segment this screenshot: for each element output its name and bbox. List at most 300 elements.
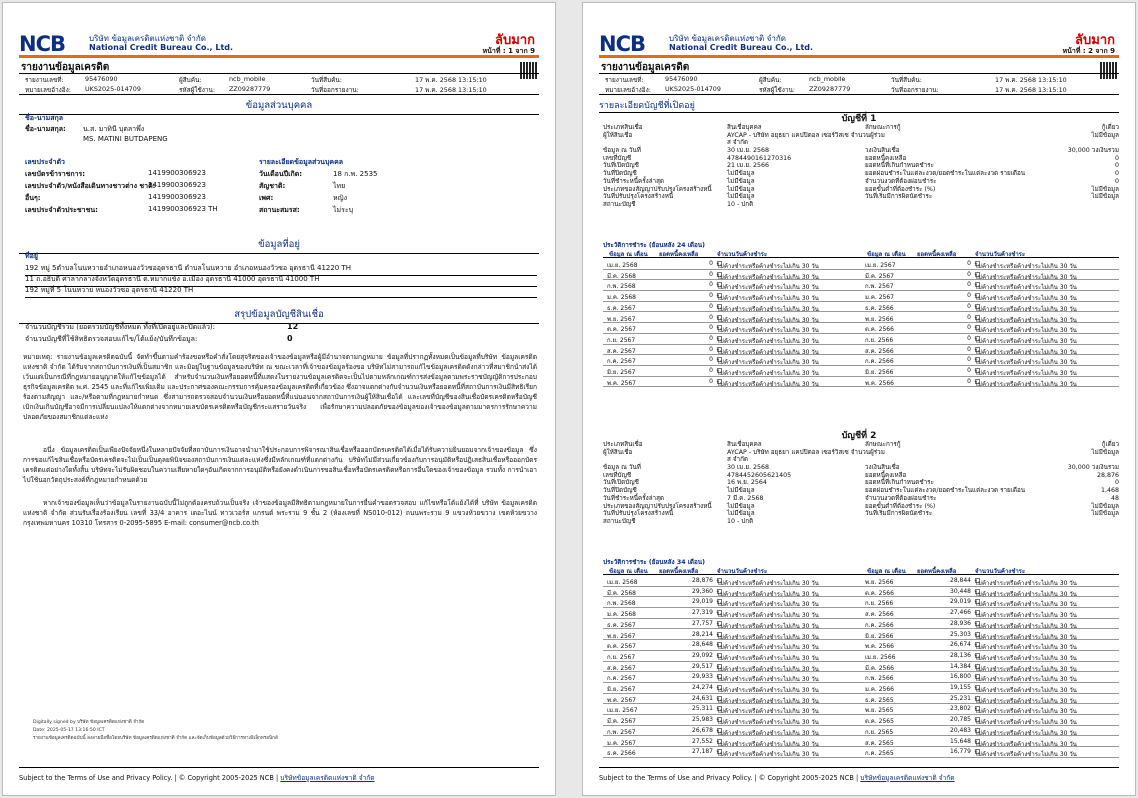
status-text: ไม่ค้างชำระหรือค้างชำระไม่เกิน 30 วัน <box>717 740 819 748</box>
field-label: วันที่เปิดบัญชี <box>603 479 639 487</box>
field-label: วงเงินสินเชื่อ <box>865 464 900 472</box>
history-month: ม.ค. 2568 <box>607 611 636 619</box>
field-value: 0 <box>1114 479 1119 487</box>
status-text: ไม่ค้างชำระหรือค้างชำระไม่เกิน 30 วัน <box>717 601 819 609</box>
detail-row <box>603 456 863 464</box>
company-name-th: บริษัท ข้อมูลเครดิตแห่งชาติ จำกัด <box>669 34 786 43</box>
meta-value: 17 พ.ค. 2568 13:15:10 <box>995 86 1067 94</box>
status-text: ไม่ค้างชำระหรือค้างชำระไม่เกิน 30 วัน <box>975 612 1077 620</box>
status-text: ไม่ค้างชำระหรือค้างชำระไม่เกิน 30 วัน <box>717 273 819 281</box>
meta-value: UKS2025-014709 <box>665 85 721 93</box>
history-balance: 26,674 <box>950 641 971 649</box>
field-value: สินเชื่อบุคคล <box>727 124 762 131</box>
status-text: ไม่ค้างชำระหรือค้างชำระไม่เกิน 30 วัน <box>975 295 1077 303</box>
field-value: 30 เม.ย. 2568 <box>727 464 770 472</box>
detail-row <box>603 170 863 178</box>
status-text: ไม่ค้างชำระหรือค้างชำระไม่เกิน 30 วัน <box>975 729 1077 737</box>
detail-row <box>603 487 863 495</box>
summary-value: 12 <box>287 322 299 331</box>
meta-value: ncb_mobile <box>229 75 266 83</box>
status-text: ไม่ค้างชำระหรือค้างชำระไม่เกิน 30 วัน <box>975 590 1077 598</box>
history-balance: 29,019 <box>692 598 713 606</box>
history-row <box>861 377 1119 388</box>
history-month: พ.ค. 2566 <box>865 379 894 387</box>
meta-label: หมายเลขอ้างอิง: <box>605 86 651 94</box>
history-month: ก.พ. 2567 <box>607 728 636 736</box>
history-row <box>861 313 1119 324</box>
status-text: ไม่ค้างชำระหรือค้างชำระไม่เกิน 30 วัน <box>975 316 1077 324</box>
name-th: น.ส. มาทินี บุตลาพึ่ง <box>83 125 145 133</box>
field-label: วันที่เริ่มมีการผิดนัดชำระ <box>865 193 933 201</box>
field-value: 16 พ.ย. 2564 <box>727 479 767 487</box>
field-label: สถานะบัญชี <box>603 200 636 208</box>
col-month: ข้อมูล ณ เดือน <box>867 251 906 258</box>
meta-label: รหัสผู้ใช้งาน: <box>179 86 215 94</box>
detail-row <box>603 155 863 163</box>
history-month: ก.พ. 2566 <box>865 675 894 683</box>
history-month: เม.ย. 2566 <box>865 653 896 661</box>
history-balance: 0 <box>709 313 713 321</box>
history-balance: 0 <box>709 281 713 289</box>
history-row <box>603 619 861 630</box>
meta-label: รหัสผู้ใช้งาน: <box>759 86 795 94</box>
report-meta <box>599 73 1119 95</box>
status-text: ไม่ค้างชำระหรือค้างชำระไม่เกิน 30 วัน <box>975 633 1077 641</box>
detail-row <box>603 124 863 132</box>
history-row <box>603 630 861 641</box>
field-label: ยอดหนี้คงเหลือ <box>865 471 907 479</box>
field-label: วันที่เปิดบัญชี <box>603 162 639 170</box>
status-text: ไม่ค้างชำระหรือค้างชำระไม่เกิน 30 วัน <box>975 676 1077 684</box>
account-details-right <box>865 441 1119 526</box>
field-label: ยอดผ่อนชำระในแต่ละงวด/ยอดชำระในแต่ละงวด รายเดือน <box>865 170 1026 178</box>
status-text: ไม่ค้างชำระหรือค้างชำระไม่เกิน 30 วัน <box>717 590 819 598</box>
history-balance: 0 <box>967 377 971 385</box>
history-month: พ.ย. 2567 <box>607 315 636 323</box>
history-balance: 0 <box>967 313 971 321</box>
history-month: มี.ค. 2568 <box>607 272 636 280</box>
payment-history-table <box>603 566 861 760</box>
history-month: ม.ค. 2568 <box>607 294 636 302</box>
history-header <box>861 566 1119 575</box>
status-text: ไม่ค้างชำระหรือค้างชำระไม่เกิน 30 วัน <box>975 273 1077 281</box>
detail-row <box>865 479 1119 487</box>
status-text: ไม่ค้างชำระหรือค้างชำระไม่เกิน 30 วัน <box>975 697 1077 705</box>
field-label: สัญชาติ: <box>259 182 286 190</box>
history-month: ต.ค. 2567 <box>607 326 636 334</box>
col-days-overdue: จำนวนวันค้างชำระ <box>717 251 768 258</box>
col-month: ข้อมูล ณ เดือน <box>609 251 648 258</box>
company-name-th: บริษัท ข้อมูลเครดิตแห่งชาติ จำกัด <box>89 34 206 43</box>
account-details-right <box>865 124 1119 209</box>
history-balance: 0 <box>709 367 713 374</box>
history-balance: 0 <box>967 270 971 278</box>
detail-row <box>603 495 863 503</box>
history-month: ก.ค. 2566 <box>865 358 894 366</box>
history-row <box>861 619 1119 630</box>
summary-label: จำนวนบัญชีที่ใช้สิทธิตรวจสอบแก้ไข/โต้แย้ง/บันทึกข้อมูล: <box>25 335 198 343</box>
field-label: ประเภทสินเชื่อ <box>603 441 643 448</box>
status-text: ไม่ค้างชำระหรือค้างชำระไม่เกิน 30 วัน <box>717 633 819 641</box>
history-balance: 14,384 <box>950 662 971 670</box>
history-balance: 25,303 <box>950 630 971 638</box>
report-title: รายงานข้อมูลเครดิต <box>601 62 690 73</box>
field-value: 10 - ปกติ <box>727 200 754 208</box>
footer-link[interactable]: บริษัทข้อมูลเครดิตแห่งชาติ จำกัด <box>860 774 955 782</box>
history-balance: 26,678 <box>692 726 713 734</box>
field-label: ยอดขั้นต่ำที่ต้องชำระ (%) <box>865 502 936 510</box>
history-row <box>603 355 861 366</box>
field-label: ยอดผ่อนชำระในแต่ละงวด/ยอดชำระในแต่ละงวด รายเดือน <box>865 487 1026 495</box>
meta-label: รายงานเลขที่: <box>605 76 644 84</box>
history-row <box>603 576 861 587</box>
report-title: รายงานข้อมูลเครดิต <box>21 62 110 73</box>
detail-row <box>603 131 885 140</box>
status-text: ไม่ค้างชำระหรือค้างชำระไม่เกิน 30 วัน <box>717 612 819 620</box>
history-balance: 0 <box>709 292 713 300</box>
field-value: ไม่มีข้อมูล <box>1091 448 1119 456</box>
field-label: ยอดขั้นต่ำที่ต้องชำระ (%) <box>865 185 936 193</box>
personal-detail-heading: รายละเอียดข้อมูลส่วนบุคคล <box>259 158 344 166</box>
field-label: ลักษณะการกู้ <box>865 441 901 448</box>
status-text: ไม่ค้างชำระหรือค้างชำระไม่เกิน 30 วัน <box>975 348 1077 356</box>
history-month: พ.ค. 2567 <box>607 379 636 387</box>
history-balance: 0 <box>709 334 713 342</box>
history-balance: 20,785 <box>950 716 971 724</box>
detail-row <box>603 441 863 449</box>
status-text: ไม่ค้างชำระหรือค้างชำระไม่เกิน 30 วัน <box>717 729 819 737</box>
field-value: 4784452605621405 <box>727 471 792 479</box>
section-summary: สรุปข้อมูลบัญชีสินเชื่อ <box>19 307 539 324</box>
history-balance: 29,517 <box>692 662 713 670</box>
field-value: ส จำกัด <box>727 456 748 464</box>
history-row <box>603 672 861 683</box>
history-row <box>603 334 861 345</box>
history-month: พ.ค. 2567 <box>607 696 636 704</box>
history-balance: 27,187 <box>692 748 713 756</box>
status-text: ไม่ค้างชำระหรือค้างชำระไม่เกิน 30 วัน <box>717 359 819 367</box>
history-title: ประวัติการชำระ (ย้อนหลัง 34 เดือน) <box>603 559 705 566</box>
history-balance: 25,983 <box>692 716 713 724</box>
history-row <box>861 715 1119 726</box>
detail-row <box>865 139 1119 147</box>
field-label: เลขประจำตัว/หนังสือเดินทางชาวต่าง ชาติ: <box>25 182 156 190</box>
history-month: มิ.ย. 2567 <box>607 686 636 693</box>
history-row <box>861 726 1119 737</box>
detail-row <box>865 162 1119 170</box>
detail-row <box>603 518 863 526</box>
history-row <box>603 597 861 608</box>
history-month: มี.ค. 2566 <box>865 664 894 672</box>
account-title: บัญชีที่ 1 <box>841 114 877 124</box>
company-name-en: National Credit Bureau Co., Ltd. <box>669 43 814 52</box>
field-label: วันที่ชำระหนี้ครั้งล่าสุด <box>603 494 665 502</box>
field-label: เลขบัตรข้าราชการ: <box>25 170 86 178</box>
status-text: ไม่ค้างชำระหรือค้างชำระไม่เกิน 30 วัน <box>975 654 1077 662</box>
field-label: อื่นๆ: <box>25 194 41 202</box>
field-label: เพศ: <box>259 194 274 202</box>
field-value: 28,876 <box>1096 471 1119 479</box>
meta-value: ncb_mobile <box>809 75 846 83</box>
field-value: ไม่มีข้อมูล <box>727 487 755 495</box>
history-balance: 0 <box>967 260 971 267</box>
status-text: ไม่ค้างชำระหรือค้างชำระไม่เกิน 30 วัน <box>717 295 819 303</box>
detail-row <box>865 178 1119 186</box>
status-text: ไม่ค้างชำระหรือค้างชำระไม่เกิน 30 วัน <box>975 305 1077 313</box>
history-month: ก.ค. 2567 <box>607 358 636 366</box>
history-balance: 15,648 <box>950 737 971 745</box>
history-balance: 0 <box>967 292 971 300</box>
field-label: สถานะบัญชี <box>603 517 636 525</box>
field-value: 4784490161270316 <box>727 154 792 162</box>
field-value: 0 <box>1114 154 1119 162</box>
history-row <box>861 597 1119 608</box>
history-balance: 25,231 <box>950 694 971 702</box>
history-balance: 16,779 <box>950 748 971 756</box>
field-label: เลขที่บัญชี <box>603 471 632 479</box>
status-text: ไม่ค้างชำระหรือค้างชำระไม่เกิน 30 วัน <box>717 327 819 335</box>
header-rule <box>599 55 1119 58</box>
footer-link[interactable]: บริษัทข้อมูลเครดิตแห่งชาติ จำกัด <box>280 774 375 782</box>
history-month: มี.ค. 2568 <box>607 589 636 597</box>
report-page-2 <box>582 2 1136 796</box>
field-value: AYCAP - บริษัท อยุธยา แคปปิตอล เซอร์วิสเซ จำนวนผู้ร่วม <box>727 448 885 456</box>
history-month: เม.ย. 2567 <box>865 262 896 269</box>
history-month: ก.ค. 2566 <box>865 621 894 629</box>
field-value: 1419900306923 <box>148 181 206 189</box>
col-month: ข้อมูล ณ เดือน <box>867 568 906 575</box>
confidential-label: ลับมาก <box>495 33 535 48</box>
status-text: ไม่ค้างชำระหรือค้างชำระไม่เกิน 30 วัน <box>975 665 1077 673</box>
page-footer <box>599 767 1119 783</box>
history-month: ม.ค. 2566 <box>865 686 894 693</box>
header-rule <box>19 55 539 58</box>
history-row <box>861 302 1119 313</box>
history-month: ส.ค. 2565 <box>865 739 894 747</box>
status-text: ไม่ค้างชำระหรือค้างชำระไม่เกิน 30 วัน <box>717 348 819 356</box>
open-accounts-heading: รายละเอียดบัญชีที่เปิดอยู่ <box>599 98 1119 113</box>
history-balance: 23,802 <box>950 705 971 713</box>
detail-row <box>865 518 1119 526</box>
status-text: ไม่ค้างชำระหรือค้างชำระไม่เกิน 30 วัน <box>717 697 819 705</box>
history-month: ส.ค. 2566 <box>865 611 894 619</box>
history-row <box>861 345 1119 356</box>
history-row <box>861 672 1119 683</box>
field-value: ไม่ระบุ <box>333 206 354 214</box>
meta-label: รายงานเลขที่: <box>25 76 64 84</box>
history-balance: 0 <box>709 260 713 267</box>
detail-row <box>865 132 1119 140</box>
history-month: ก.ย. 2566 <box>865 600 894 608</box>
history-month: เม.ย. 2567 <box>607 707 638 715</box>
field-label: เลขประจำตัวประชาชน: <box>25 206 98 214</box>
page-number: หน้าที่ : 2 จาก 9 <box>1062 47 1115 55</box>
history-row <box>861 334 1119 345</box>
history-month: ต.ค. 2567 <box>607 643 636 651</box>
detail-row <box>603 147 863 155</box>
field-value: ไม่มีข้อมูล <box>727 502 755 510</box>
page-footer <box>19 767 539 783</box>
history-row <box>861 608 1119 619</box>
detail-row <box>603 448 885 457</box>
history-balance: 0 <box>709 345 713 353</box>
meta-value: 95476090 <box>85 75 118 83</box>
history-row <box>861 747 1119 758</box>
field-label: ประเภทสินเชื่อ <box>603 124 643 131</box>
history-month: ม.ค. 2567 <box>607 739 636 747</box>
history-balance: 0 <box>967 281 971 289</box>
history-month: เม.ย. 2568 <box>607 262 638 269</box>
detail-row <box>865 147 1119 155</box>
history-balance: 27,757 <box>692 619 713 627</box>
field-value: ไม่มีข้อมูล <box>1091 131 1119 139</box>
history-row <box>603 291 861 302</box>
col-month: ข้อมูล ณ เดือน <box>609 568 648 575</box>
field-value: สินเชื่อบุคคล <box>727 441 762 448</box>
history-balance: 19,155 <box>950 684 971 691</box>
meta-value: 95476090 <box>665 75 698 83</box>
summary-label: จำนวนบัญชีรวม (ยอดรวมบัญชีทั้งหมด ทั้งที่เปิดอยู่และปิดแล้ว): <box>25 323 216 331</box>
history-month: พ.ย. 2565 <box>865 707 894 715</box>
account-block <box>599 428 1119 759</box>
col-balance: ยอดหนี้คงเหลือ <box>659 251 699 258</box>
field-value: ไม่มีข้อมูล <box>727 193 755 201</box>
col-balance: ยอดหนี้คงเหลือ <box>917 568 957 575</box>
field-value: ไทย <box>333 182 346 190</box>
status-text: ไม่ค้างชำระหรือค้างชำระไม่เกิน 30 วัน <box>717 622 819 630</box>
meta-value: 17 พ.ค. 2568 13:15:10 <box>995 76 1067 84</box>
history-row <box>861 587 1119 598</box>
status-text: ไม่ค้างชำระหรือค้างชำระไม่เกิน 30 วัน <box>717 580 819 587</box>
history-balance: 28,876 <box>692 577 713 584</box>
page-number: หน้าที่ : 1 จาก 9 <box>482 47 535 55</box>
history-row <box>861 737 1119 748</box>
history-balance: 0 <box>967 356 971 364</box>
status-text: ไม่ค้างชำระหรือค้างชำระไม่เกิน 30 วัน <box>717 665 819 673</box>
history-row <box>603 302 861 313</box>
name-heading: ชื่อ-นามสกุล <box>25 114 63 122</box>
meta-label: วันที่ออกรายงาน: <box>891 86 939 94</box>
history-row <box>603 640 861 651</box>
detail-row <box>865 170 1119 178</box>
history-balance: 0 <box>967 334 971 342</box>
detail-row <box>603 464 863 472</box>
note-paragraph: อนึ่ง ข้อมูลเครดิตเป็นเพียงปัจจัยหนึ่งในหลายปัจจัยที่สถาบันการเงินอาจนำมาใช้ประกอบการพิจารณาสินเชื่อหรือออกบัตรเครดิตได้เมื่อได้รับความยินยอมจากเจ้าของข้อมูล ซึ่งการขอแก้ไขสินเชื่อหรือบัตรเครดิตจะไม่เป็นเป็นดุลยพินิจของสถาบันการเงินแต่ละแห่งซึ่งมีหลักเกณฑ์ที่แตกต่างกัน บริษัทไม่มีส่วนเกี่ยวข้องกับการอนุมัติหรือปฏิเสธสินเชื่อหรือออกบัตรเครดิตแต่อย่างใดทั้งสิ้น บริษัทจะไม่รับผิดชอบในความเสียหายใดๆอันเกิดจากการอนุมัติหรือยังคงดำเนินการขอสินเชื่อหรือบัตรเครดิตหรือการอื่นใดของเจ้าของข้อมูล รวมทั้ง การนำเอาไปใช้นอกวัตถุประสงค์ที่กฎหมายกำหนดด้วย <box>23 446 537 484</box>
field-value: 48 <box>1110 494 1119 502</box>
history-balance: 27,466 <box>950 609 971 617</box>
history-balance: 24,631 <box>692 694 713 702</box>
note-paragraph: หมายเหตุ: รายงานข้อมูลเครดิตฉบับนี้ จัดทำขึ้นตามคำร้องขอหรือคำสั่งโดยสุจริตของเจ้าของข้อมูลหรือผู้มีอำนาจตามกฎหมาย ข้อมูลที่ปรากฏทั้งหมดเป็นข้อมูลที่บริษัท ข้อมูลเครดิตแห่งชาติ จำกัด ได้รับจากสถาบันการเงินที่เป็นสมาชิก และมิอยู่ในฐานข้อมูลของบริษัท ณ ขณะเวลาที่เจ้าของข้อมูลร้องขอ บริษัทไม่สามารถแก้ไขข้อมูลเครดิตดังกล่าวที่สมาชิกนำส่งได้ เว้นแต่เป็นกรณีที่กฎหมายอนุญาตให้แก้ไขข้อมูลได้ สำหรับจำนวนเงินหรือยอดหนี้ที่แสดงในรายงานข้อมูลเครดิตจะเป็นไปตามหลักเกณฑ์การส่งข้อมูลตามพระราชบัญญัติการประกอบธุรกิจข้อมูลเครดิต พ.ศ. 2545 และที่แก้ไขเพิ่มเติม และประกาศของคณะกรรมการคุ้มครองข้อมูลเครดิตที่เกี่ยวข้อง ซึ่งอาจแตกต่างกับจำนวนเงินหรือยอดหนี้ที่สถาบันการเงินมีสิทธิเรียกร้องตามสัญญา และ/หรือตามที่กฎหมายกำหนด ซึ่งสามารถตรวจสอบจำนวนเงินหรือยอดหนี้ที่แน่นอนจากสถาบันการเงินผู้ให้สินเชื่อได้ และเลขที่บัญชีของสินเชื่อบัตรเครดิตหรือบัญชีเบิกเงินเกินบัญชีอาจมีการเปลี่ยนแปลงให้แตกต่างจากหมายเลขบัตรเครดิตหรือบัญชีกระแสรายวันจริง เพื่อรักษาความปลอดภัยของข้อมูลของเจ้าของข้อมูลตามมาตรการรักษาความปลอดภัยของสมาชิกแต่ละแห่ง <box>23 353 537 421</box>
detail-row <box>865 464 1119 472</box>
meta-label: วันที่สืบค้น: <box>891 76 922 84</box>
history-balance: 29,019 <box>950 598 971 606</box>
field-label: วันที่เริ่มมีการผิดนัดชำระ <box>865 510 933 518</box>
history-month: พ.ค. 2566 <box>865 643 894 651</box>
history-title: ประวัติการชำระ (ย้อนหลัง 24 เดือน) <box>603 242 705 249</box>
history-month: พ.ย. 2566 <box>865 315 894 323</box>
report-page-1 <box>2 2 556 796</box>
field-value: 10 - ปกติ <box>727 517 754 525</box>
history-balance: 27,552 <box>692 737 713 745</box>
name-en: MS. MATINI BUTDAPENG <box>83 135 168 143</box>
address-heading: ที่อยู่ <box>25 252 38 260</box>
history-balance: 28,844 <box>950 577 971 584</box>
history-balance: 0 <box>709 356 713 364</box>
history-balance: 29,092 <box>692 651 713 659</box>
field-label: สถานะสมรส: <box>259 206 300 214</box>
detail-row <box>603 139 863 147</box>
history-balance: 0 <box>967 345 971 353</box>
history-month: ส.ค. 2566 <box>865 347 894 355</box>
history-month: พ.ย. 2567 <box>607 632 636 640</box>
col-days-overdue: จำนวนวันค้างชำระ <box>975 251 1026 258</box>
history-balance: 20,483 <box>950 726 971 734</box>
meta-label: ผู้สืบค้น: <box>179 76 202 84</box>
field-value: 0 <box>1114 177 1119 185</box>
history-month: มิ.ย. 2566 <box>865 369 894 376</box>
field-label: ประเภทของสัญญาปรับปรุงโครงสร้างหนี้ <box>603 185 712 193</box>
history-row <box>603 608 861 619</box>
history-month: ส.ค. 2567 <box>607 664 636 672</box>
history-month: มี.ค. 2567 <box>865 272 894 280</box>
history-month: ต.ค. 2566 <box>865 589 894 597</box>
history-month: ก.ย. 2565 <box>865 728 894 736</box>
history-row <box>603 259 861 270</box>
history-row <box>861 683 1119 694</box>
history-month: ก.พ. 2568 <box>607 600 636 608</box>
company-name-en: National Credit Bureau Co., Ltd. <box>89 43 234 52</box>
history-month: ม.ค. 2567 <box>865 294 894 302</box>
ncb-logo: NCB <box>599 32 645 56</box>
history-row <box>603 704 861 715</box>
field-value: ไม่มีข้อมูล <box>1091 185 1119 193</box>
field-value: 1,468 <box>1100 487 1119 495</box>
history-header <box>603 566 861 575</box>
history-row <box>861 355 1119 366</box>
history-month: ต.ค. 2565 <box>865 718 894 726</box>
field-label: จำนวนงวดที่ต้องผ่อนชำระ <box>865 494 937 502</box>
history-balance: 0 <box>967 324 971 332</box>
detail-row <box>865 449 1119 457</box>
detail-row <box>865 510 1119 518</box>
status-text: ไม่ค้างชำระหรือค้างชำระไม่เกิน 30 วัน <box>975 359 1077 367</box>
history-row <box>603 726 861 737</box>
status-text: ไม่ค้างชำระหรือค้างชำระไม่เกิน 30 วัน <box>717 370 819 377</box>
history-balance: 16,800 <box>950 673 971 681</box>
history-row <box>603 694 861 705</box>
meta-label: ผู้สืบค้น: <box>759 76 782 84</box>
history-row <box>603 345 861 356</box>
history-balance: 0 <box>967 367 971 374</box>
meta-value: 17 พ.ค. 2568 13:15:10 <box>415 76 487 84</box>
detail-row <box>603 193 863 201</box>
history-month: มิ.ย. 2566 <box>865 632 894 640</box>
status-text: ไม่ค้างชำระหรือค้างชำระไม่เกิน 30 วัน <box>717 644 819 652</box>
field-value: 21 เม.ย. 2566 <box>727 162 770 170</box>
status-text: ไม่ค้างชำระหรือค้างชำระไม่เกิน 30 วัน <box>975 751 1077 759</box>
status-text: ไม่ค้างชำระหรือค้างชำระไม่เกิน 30 วัน <box>975 263 1077 270</box>
history-row <box>603 366 861 377</box>
footer-text: Subject to the Terms of Use and Privacy Policy. | © Copyright 2005-2025 NCB | <box>19 774 279 782</box>
meta-value: ZZ09287779 <box>229 85 271 93</box>
history-month: มี.ค. 2567 <box>607 718 636 726</box>
status-text: ไม่ค้างชำระหรือค้างชำระไม่เกิน 30 วัน <box>975 580 1077 587</box>
history-row <box>861 270 1119 281</box>
signature-note: รายงานข้อมูลเครดิตฉบับนี้ ลงลายมือชื่อโดยบริษัท ข้อมูลเครดิตแห่งชาติ จำกัด และจัดเก็บข้อมูลด้วยวิธีการทางอิเล็กทรอนิกส์ <box>33 736 278 741</box>
field-value: 7 มี.ค. 2568 <box>727 494 764 502</box>
field-value: 1419900306923 <box>148 193 206 201</box>
status-text: ไม่ค้างชำระหรือค้างชำระไม่เกิน 30 วัน <box>975 644 1077 652</box>
